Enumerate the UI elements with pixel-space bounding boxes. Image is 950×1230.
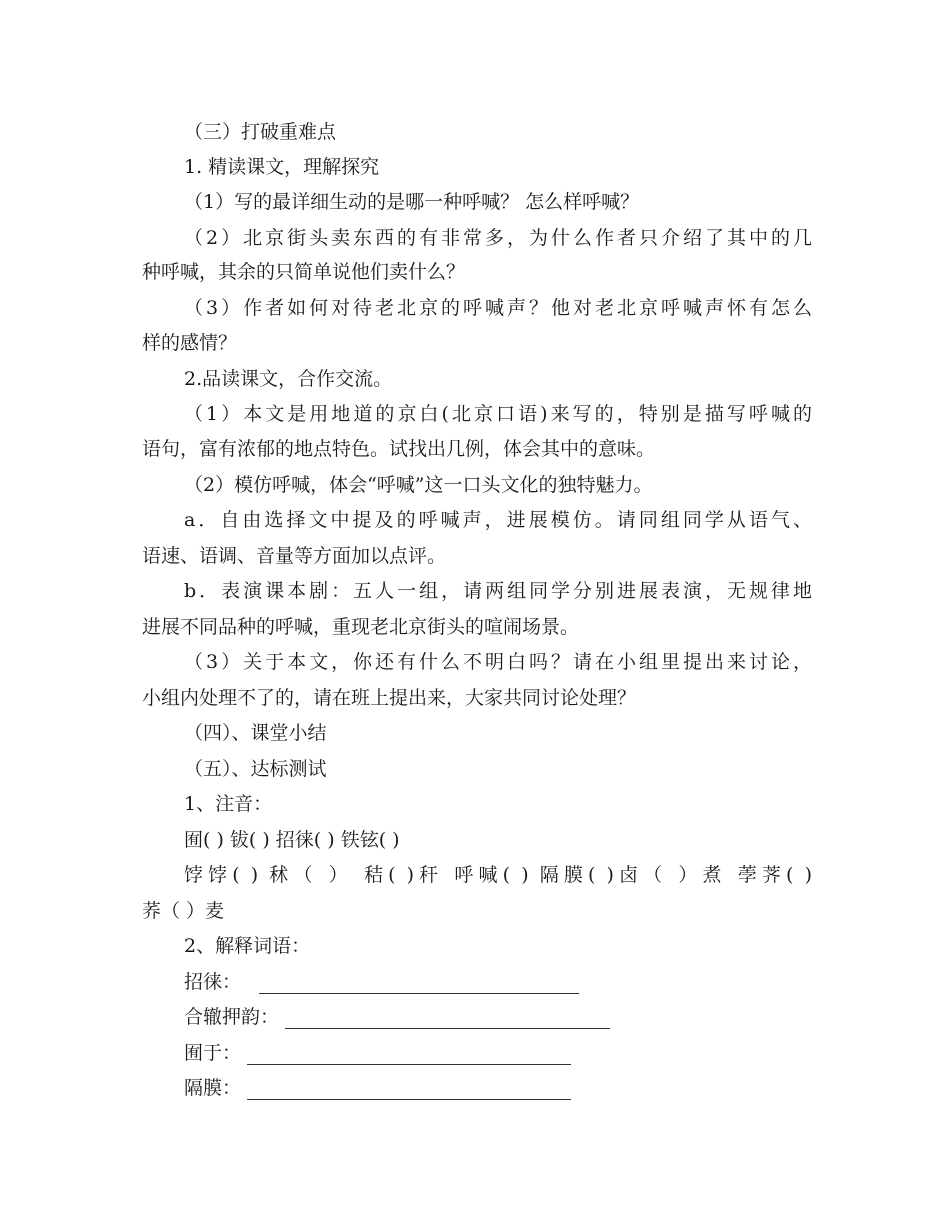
question-2-line-1: （2）北京街头卖东西的有非常多，为什么作者只介绍了其中的几: [184, 227, 812, 249]
pinyin-row-2: 饽饽( ) 秫（ ） 秸( )秆 呼喊( ) 隔膜( )卤（ ）煮 荸荠( ): [184, 864, 812, 886]
term-row-3: [184, 1041, 812, 1065]
term-row-4: [184, 1076, 812, 1100]
section-heading-5: （五）、达标测试: [184, 758, 327, 780]
answer-blank: [285, 1010, 610, 1029]
section-heading-4: （四）、课堂小结: [184, 722, 327, 744]
answer-blank: [247, 1046, 571, 1065]
term-label: 隔膜：: [184, 1077, 242, 1099]
question-2-line-2: 种呼喊，其余的只简单说他们卖什么？: [142, 261, 466, 283]
task-3-line-1: （3）关于本文，你还有什么不明白吗？请在小组里提出来讨论，: [184, 651, 812, 673]
question-3-line-1: （3）作者如何对待老北京的呼喊声？他对老北京呼喊声怀有怎么: [184, 297, 812, 319]
task-2a-line-2: 语速、语调、音量等方面加以点评。: [142, 545, 447, 567]
term-row-2: [184, 1005, 812, 1029]
task-2a-line-1: a．自由选择文中提及的呼喊声，进展模仿。请同组同学从语气、: [184, 509, 812, 531]
task-2b-line-1: b．表演课本剧：五人一组，请两组同学分别进展表演，无规律地: [184, 580, 812, 602]
section-heading-3: （三）打破重难点: [184, 121, 337, 143]
term-label: 合辙押韵：: [184, 1006, 280, 1028]
exercise-1-heading: 1、注音：: [184, 793, 273, 815]
task-2b-line-2: 进展不同品种的呼喊，重现老北京街头的喧闹场景。: [142, 616, 580, 638]
exercise-2-heading: 2、解释词语：: [184, 935, 311, 957]
term-row-1: [184, 970, 812, 994]
task-2: （2）模仿呼喊，体会“呼喊”这一口头文化的独特魅力。: [184, 474, 653, 496]
question-1: （1）写的最详细生动的是哪一种呼喊？ 怎么样呼喊？: [184, 191, 640, 213]
task-3-line-2: 小组内处理不了的，请在班上提出来，大家共同讨论处理？: [142, 687, 637, 709]
task-1-line-1: （1）本文是用地道的京白(北京口语)来写的，特别是描写呼喊的: [184, 403, 812, 425]
answer-blank: [247, 1081, 571, 1100]
question-3-line-2: 样的感情？: [142, 332, 238, 354]
step-heading-1: 1. 精读课文，理解探究: [184, 156, 380, 178]
term-label: 招徕：: [184, 971, 242, 993]
task-1-line-2: 语句，富有浓郁的地点特色。试找出几例，体会其中的意味。: [142, 438, 656, 460]
pinyin-row-1: 囿( ) 钹( ) 招徕( ) 铁铉( ): [184, 829, 400, 851]
answer-blank: [259, 975, 579, 994]
step-heading-2: 2.品读课文，合作交流。: [184, 368, 393, 390]
term-label: 囿于：: [184, 1042, 242, 1064]
pinyin-row-3: 荞（ ）麦: [142, 900, 225, 922]
